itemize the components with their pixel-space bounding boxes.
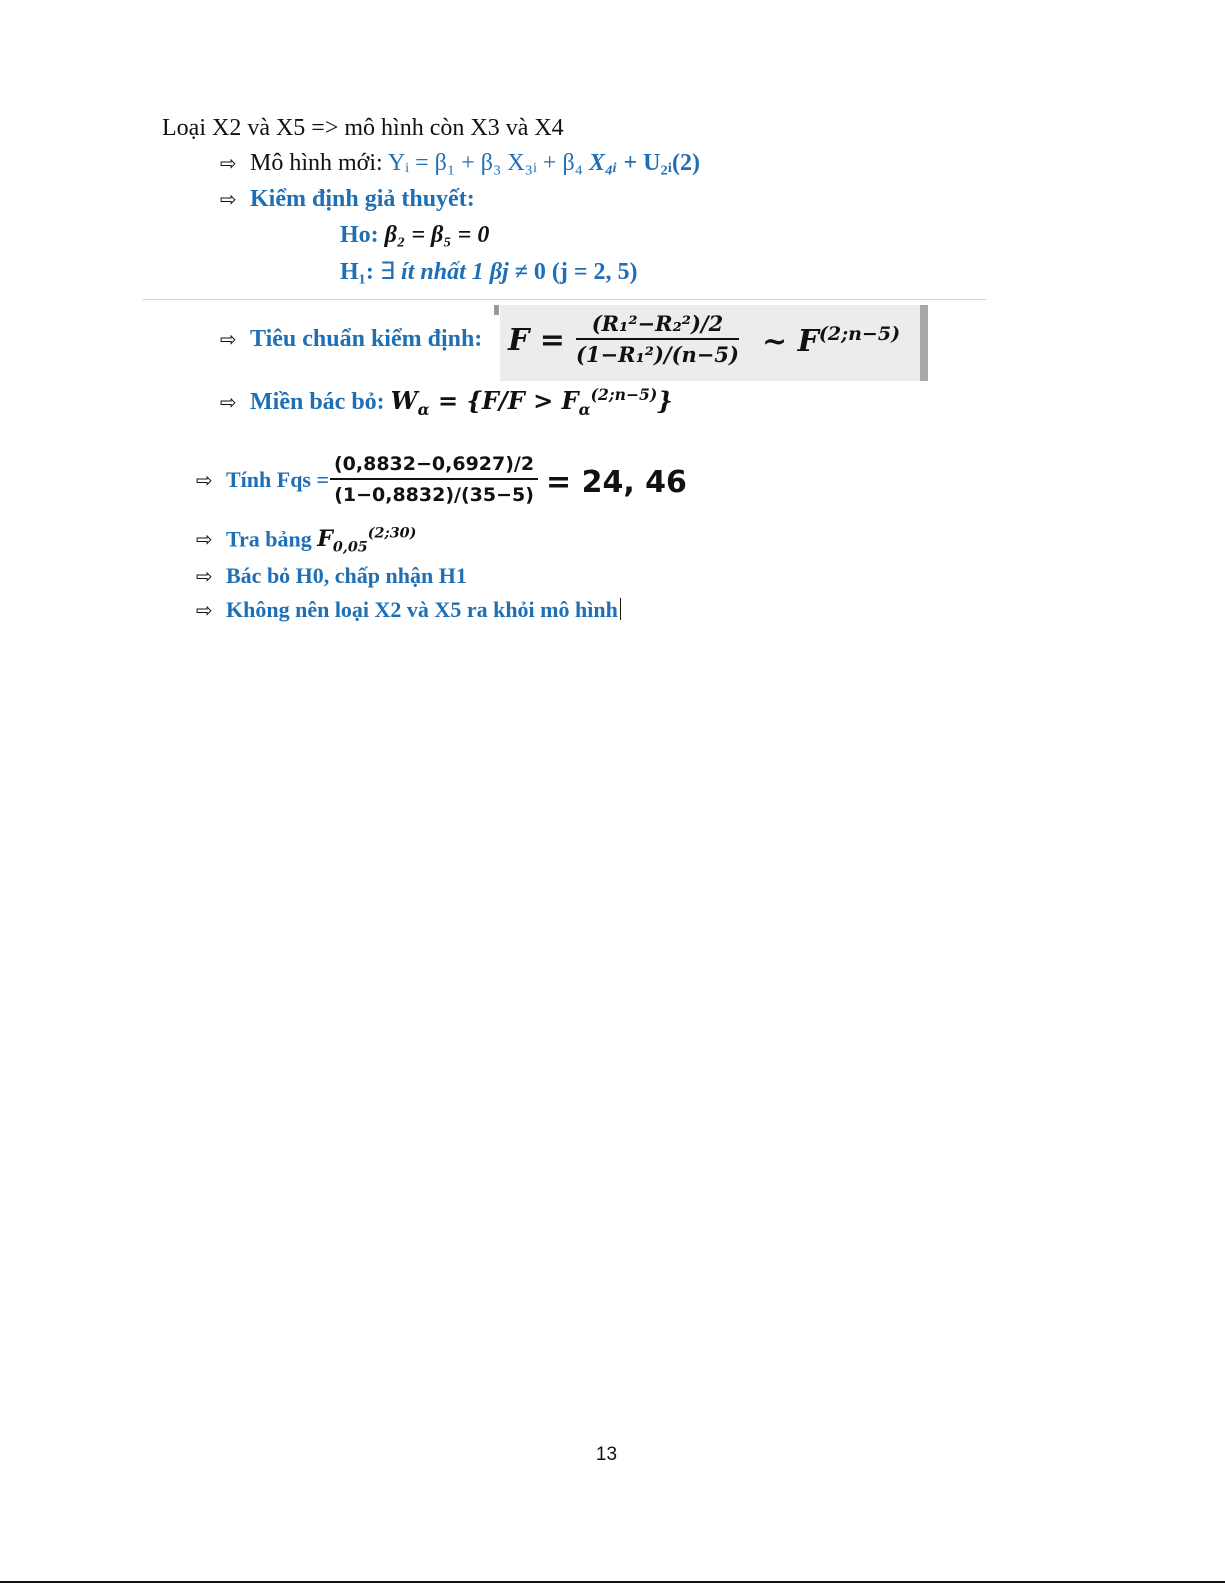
h0-label: Ho: xyxy=(340,222,379,248)
compute-fraction xyxy=(330,453,538,506)
rejection-label: Miền bác bỏ: xyxy=(250,389,385,415)
rejection-close: } xyxy=(657,386,673,415)
compute-denominator: (1−0,8832)/(35−5) xyxy=(334,484,534,506)
model-yi: Yᵢ xyxy=(387,150,410,176)
h1-not-zero: ≠ 0 (j = 2, 5) xyxy=(508,259,638,285)
new-model-label: Mô hình mới: xyxy=(250,150,383,176)
conclusion-line-2 xyxy=(196,597,621,623)
model-x4: X₄ᵢ xyxy=(589,150,618,176)
model-tail: + U₂ᵢ(2) xyxy=(623,150,700,176)
table-lookup-sup: (2;30) xyxy=(367,526,417,542)
table-lookup-f: F xyxy=(317,526,333,553)
h1-label: H₁: xyxy=(340,259,374,285)
arrow-right-icon: ⇨ xyxy=(196,527,213,552)
h1-exists: ∃ xyxy=(379,259,396,285)
conclusion-1: Bác bỏ H0, chấp nhận H1 xyxy=(226,563,467,588)
text-cursor xyxy=(620,598,621,620)
test-stat-line xyxy=(220,326,482,353)
intro-line: Loại X2 và X5 => mô hình còn X3 và X4 xyxy=(162,115,564,141)
arrow-right-icon: ⇨ xyxy=(220,151,237,175)
arrow-right-icon: ⇨ xyxy=(220,390,237,414)
h1-at-least: ít nhất 1 βj xyxy=(401,259,509,285)
table-lookup-line xyxy=(196,526,416,556)
model-rest: = β₁ + β₃ X₃ᵢ + β₄ xyxy=(415,150,584,176)
rejection-set: = {F/F > F xyxy=(437,386,579,415)
hypothesis-title: Kiểm định giả thuyết: xyxy=(250,186,475,212)
arrow-right-icon: ⇨ xyxy=(220,187,237,211)
compute-label: Tính Fqs = xyxy=(226,467,330,492)
formula-dist-sup: (2;n−5) xyxy=(818,323,901,345)
formula-dist-f: ~ F xyxy=(762,324,819,359)
table-lookup-label: Tra bảng xyxy=(226,526,312,552)
formula-dist xyxy=(762,323,900,359)
rejection-expr xyxy=(390,385,673,419)
conclusion-line-1 xyxy=(196,563,467,589)
compute-result: = 24, 46 xyxy=(546,465,687,500)
formula-denominator: (1−R₁²)/(n−5) xyxy=(576,342,739,367)
table-lookup-sub: 0,05 xyxy=(332,539,368,556)
scroll-handle xyxy=(494,305,499,315)
rejection-f-sup: (2;n−5) xyxy=(590,385,658,404)
page-bottom-border xyxy=(0,1581,1225,1583)
arrow-right-icon: ⇨ xyxy=(220,327,237,351)
rejection-line xyxy=(220,385,673,419)
arrow-right-icon: ⇨ xyxy=(196,598,213,622)
test-stat-label: Tiêu chuẩn kiểm định: xyxy=(250,326,483,352)
conclusion-2: Không nên loại X2 và X5 ra khỏi mô hình xyxy=(226,597,618,622)
formula-numerator: (R₁²−R₂²)/2 xyxy=(576,311,739,340)
arrow-right-icon: ⇨ xyxy=(196,564,213,588)
h1-line xyxy=(340,257,638,286)
rejection-w: W xyxy=(390,386,418,415)
formula-lhs: F = xyxy=(508,323,565,358)
test-stat-formula xyxy=(500,305,928,381)
hypothesis-title-line xyxy=(220,186,475,213)
h0-line xyxy=(340,222,489,249)
rejection-w-sub: α xyxy=(417,399,430,419)
horizontal-divider xyxy=(143,299,986,300)
arrow-right-icon: ⇨ xyxy=(196,468,213,492)
compute-line xyxy=(196,467,329,493)
h0-expr: β₂ = β₅ = 0 xyxy=(384,222,490,248)
formula-fraction xyxy=(576,311,739,367)
page-number: 13 xyxy=(595,1444,618,1465)
compute-numerator: (0,8832−0,6927)/2 xyxy=(330,453,538,480)
rejection-f-sub: α xyxy=(578,399,591,419)
new-model-line xyxy=(220,150,700,177)
table-lookup-expr xyxy=(317,526,417,556)
